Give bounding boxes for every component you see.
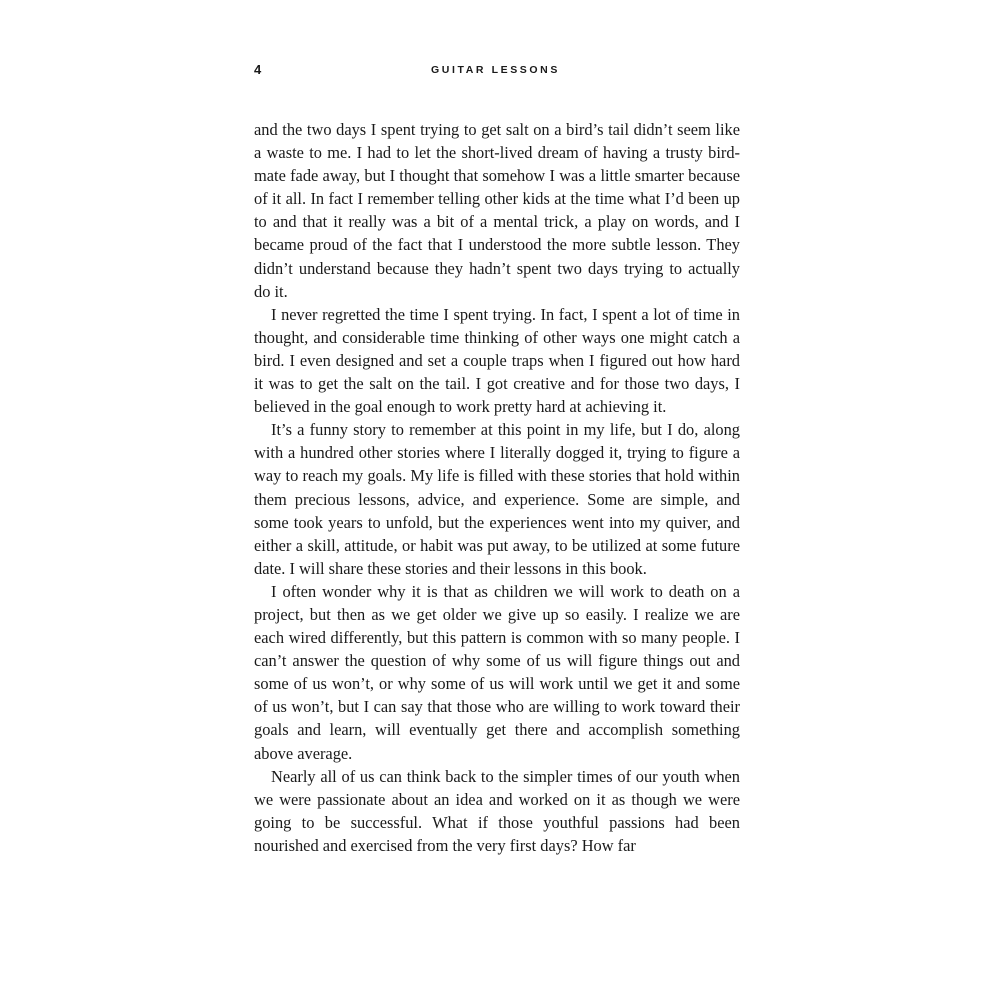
paragraph-continued: and the two days I spent trying to get salt on a bird’s tail didn’t seem like a waste to me. I had to let the short-lived dream of having a trusty bird-mate fade away, but I thought that somehow I was a little smarter because of it all. In fact I remember telling other kids at the time what I’d been up to and that it really was a bit of a mental trick, a play on words, and I became proud of the fact that I understood the more subtle lesson. They didn’t understand because they hadn’t spent two days trying to actually do it. xyxy=(254,120,740,301)
paragraph: Nearly all of us can think back to the simpler times of our youth when we were passionate about an idea and worked on it as though we were going to be successful. What if those youthful passions had been nourished and exercised from the very first days? How far xyxy=(254,766,740,855)
book-page xyxy=(254,60,740,857)
running-title: GUITAR LESSONS xyxy=(431,64,560,76)
paragraph: It’s a funny story to remember at this point in my life, but I do, along with a hundred other stories where I literally dogged it, trying to figure a way to reach my goals. My life is filled with these stories that hold within them precious lessons, advice, and experience. Some are simple, and some took years to unfold, but the experiences went into my quiver, and either a skill, attitude, or habit was put away, to be utilized at some future date. I will share these stories and their lessons in this book. xyxy=(254,420,740,578)
page-number: 4 xyxy=(254,62,262,77)
paragraph: I never regretted the time I spent trying. In fact, I spent a lot of time in thought, and considerable time thinking of other ways one might catch a bird. I even designed and set a couple traps when I figured out how hard it was to get the salt on the tail. I got creative and for those two days, I believed in the goal enough to work pretty hard at achieving it. xyxy=(254,304,740,417)
running-head xyxy=(254,60,740,82)
paragraph: I often wonder why it is that as children we will work to death on a project, but then as we get older we give up so easily. I realize we are each wired differently, but this pattern is common with so many people. I can’t answer the question of why some of us will figure things out and some of us won’t, or why some of us will work until we get it and some of us won’t, but I can say that those who are willing to work toward their goals and learn, will eventually get there and accomplish something above average. xyxy=(254,581,740,763)
body-text xyxy=(254,118,740,857)
